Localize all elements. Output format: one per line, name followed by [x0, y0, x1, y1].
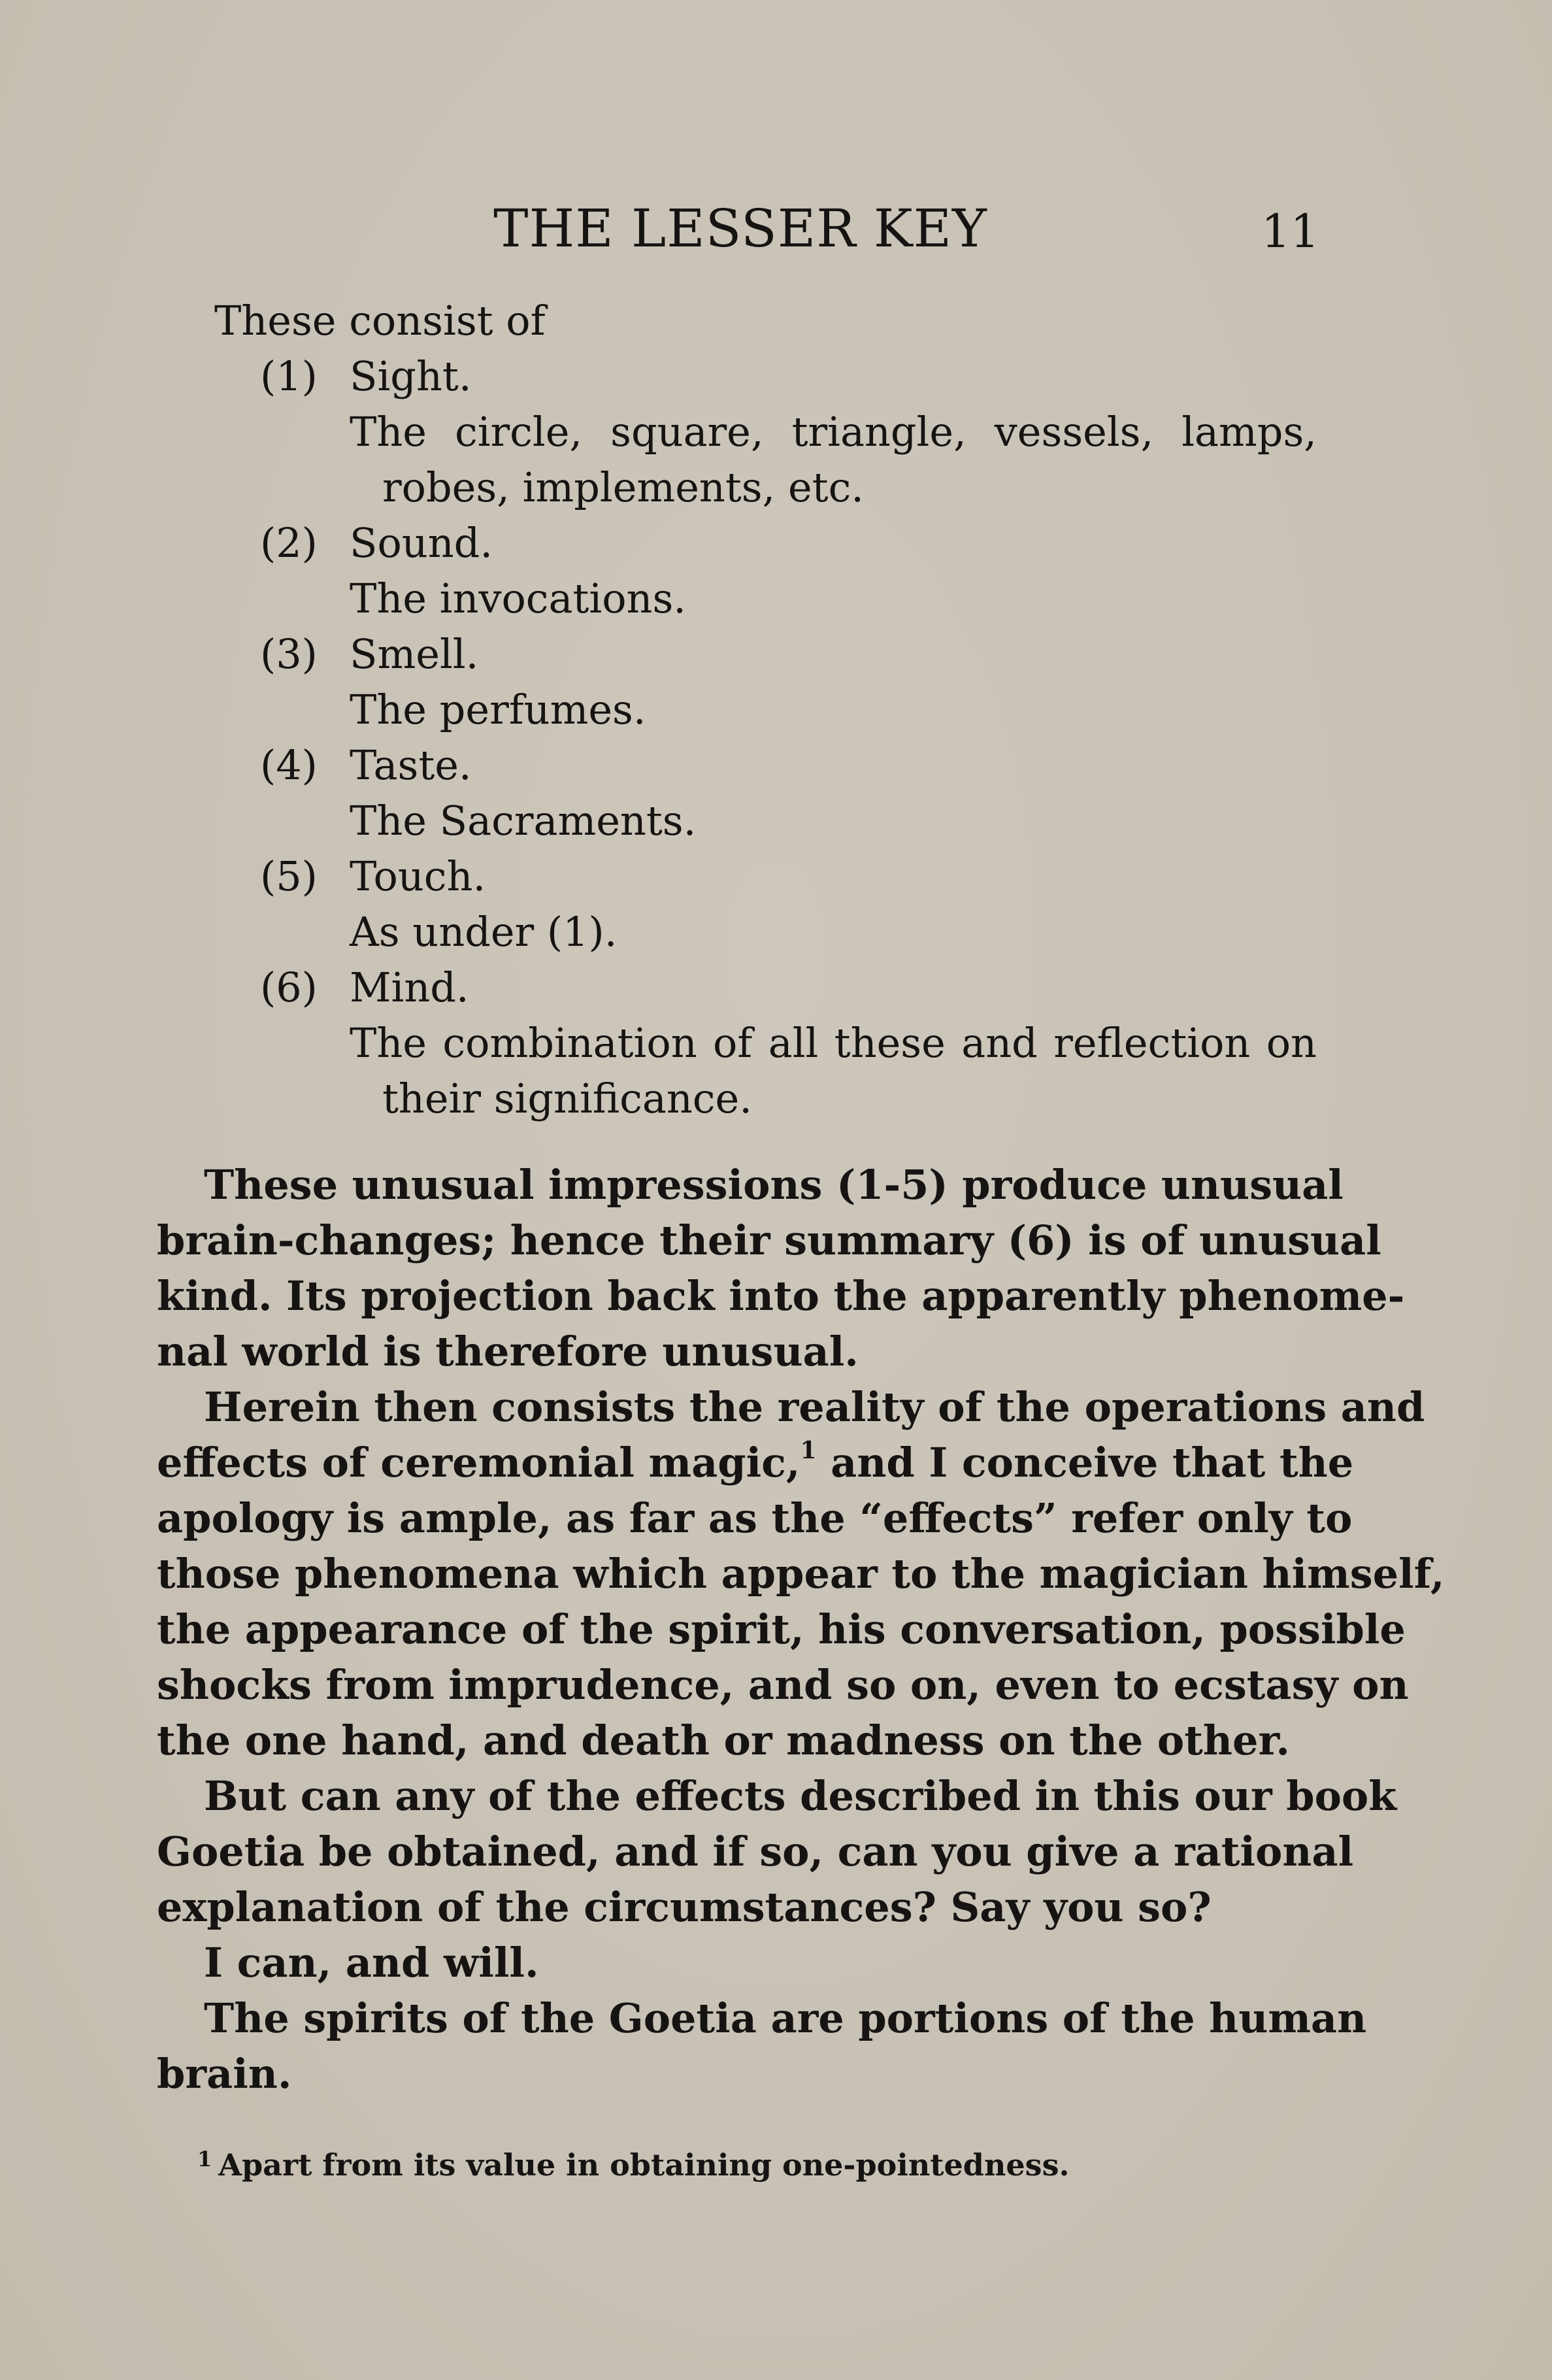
text-line: apology is ample, as far as the “effects” refer only to: [157, 1494, 1353, 1542]
item-description: [350, 793, 1317, 848]
body-text: [157, 1157, 1445, 2102]
item-number: (6): [260, 964, 318, 1011]
item-number: (1): [260, 352, 318, 400]
list-item: [0, 348, 1552, 515]
text-line: Herein then consists the reality of the operations and: [204, 1383, 1425, 1431]
text-line: the appearance of the spirit, his conversation, possible: [157, 1605, 1406, 1653]
footnote-mark: 1: [197, 2147, 212, 2171]
text-segment: and I conceive that the: [816, 1439, 1354, 1486]
running-head: [0, 196, 1552, 261]
text-line: [157, 1435, 1354, 1490]
list-item: [0, 737, 1552, 848]
description-line: The combination of all these and reflection on: [350, 1019, 1317, 1067]
description-line: their significance.: [382, 1075, 752, 1122]
item-number: (5): [260, 852, 318, 900]
footnote: [197, 2136, 1069, 2188]
text-line: These unusual impressions (1-5) produce unusual: [204, 1161, 1344, 1209]
paragraph: [157, 1379, 1445, 1768]
item-description: [350, 404, 1317, 515]
item-heading: Taste.: [350, 741, 472, 789]
text-segment: effects of ceremonial magic,: [157, 1439, 801, 1486]
item-heading: Touch.: [350, 852, 486, 900]
list-item: [0, 626, 1552, 737]
text-line: Goetia be obtained, and if so, can you give a rational: [157, 1828, 1354, 1875]
item-heading: Mind.: [350, 964, 469, 1011]
paragraph: [157, 1990, 1367, 2102]
item-heading: Sound.: [350, 519, 493, 567]
description-line: The Sacraments.: [350, 797, 697, 845]
description-line: The circle, square, triangle, vessels, lamps,: [350, 408, 1317, 456]
footnote-text: Apart from its value in obtaining one-pointedness.: [218, 2147, 1070, 2183]
text-line: brain-changes; hence their summary (6) is of unusual: [157, 1216, 1381, 1264]
paragraph: [157, 1935, 1315, 1990]
description-line: robes, implements, etc.: [382, 463, 865, 511]
text-line: brain.: [157, 2050, 292, 2098]
text-line: I can, and will.: [204, 1939, 539, 1986]
item-number: (3): [260, 630, 318, 678]
text-line: But can any of the effects described in this our book: [204, 1772, 1397, 1820]
description-line: As under (1).: [350, 908, 618, 956]
senses-list: [0, 348, 1552, 1126]
text-line: the one hand, and death or madness on the other.: [157, 1717, 1291, 1764]
text-line: those phenomena which appear to the magician himself,: [157, 1550, 1445, 1598]
list-item: [0, 960, 1552, 1126]
paragraph: [157, 1768, 1397, 1935]
text-line: kind. Its projection back into the apparently phenome-: [157, 1272, 1405, 1320]
footnote-reference[interactable]: 1: [800, 1437, 817, 1464]
description-line: The perfumes.: [350, 686, 646, 733]
paragraph: [157, 1157, 1405, 1379]
item-heading: Sight.: [350, 352, 472, 400]
text-line: shocks from imprudence, and so on, even to ecstasy on: [157, 1661, 1409, 1709]
item-description: [350, 1015, 1317, 1126]
item-description: [350, 904, 1317, 960]
list-intro: These consist of: [214, 297, 546, 344]
item-description: [350, 682, 1317, 737]
description-line: The invocations.: [350, 575, 687, 622]
item-heading: Smell.: [350, 630, 479, 678]
page-number: 11: [1261, 205, 1320, 258]
item-description: [350, 571, 1317, 626]
text-line: explanation of the circumstances? Say you so?: [157, 1883, 1212, 1931]
list-item: [0, 848, 1552, 960]
list-item: [0, 515, 1552, 626]
text-line: nal world is therefore unusual.: [157, 1328, 859, 1375]
running-title: THE LESSER KEY: [493, 198, 987, 259]
item-number: (4): [260, 741, 318, 789]
text-line: The spirits of the Goetia are portions of the human: [204, 1994, 1367, 2042]
item-number: (2): [260, 519, 318, 567]
